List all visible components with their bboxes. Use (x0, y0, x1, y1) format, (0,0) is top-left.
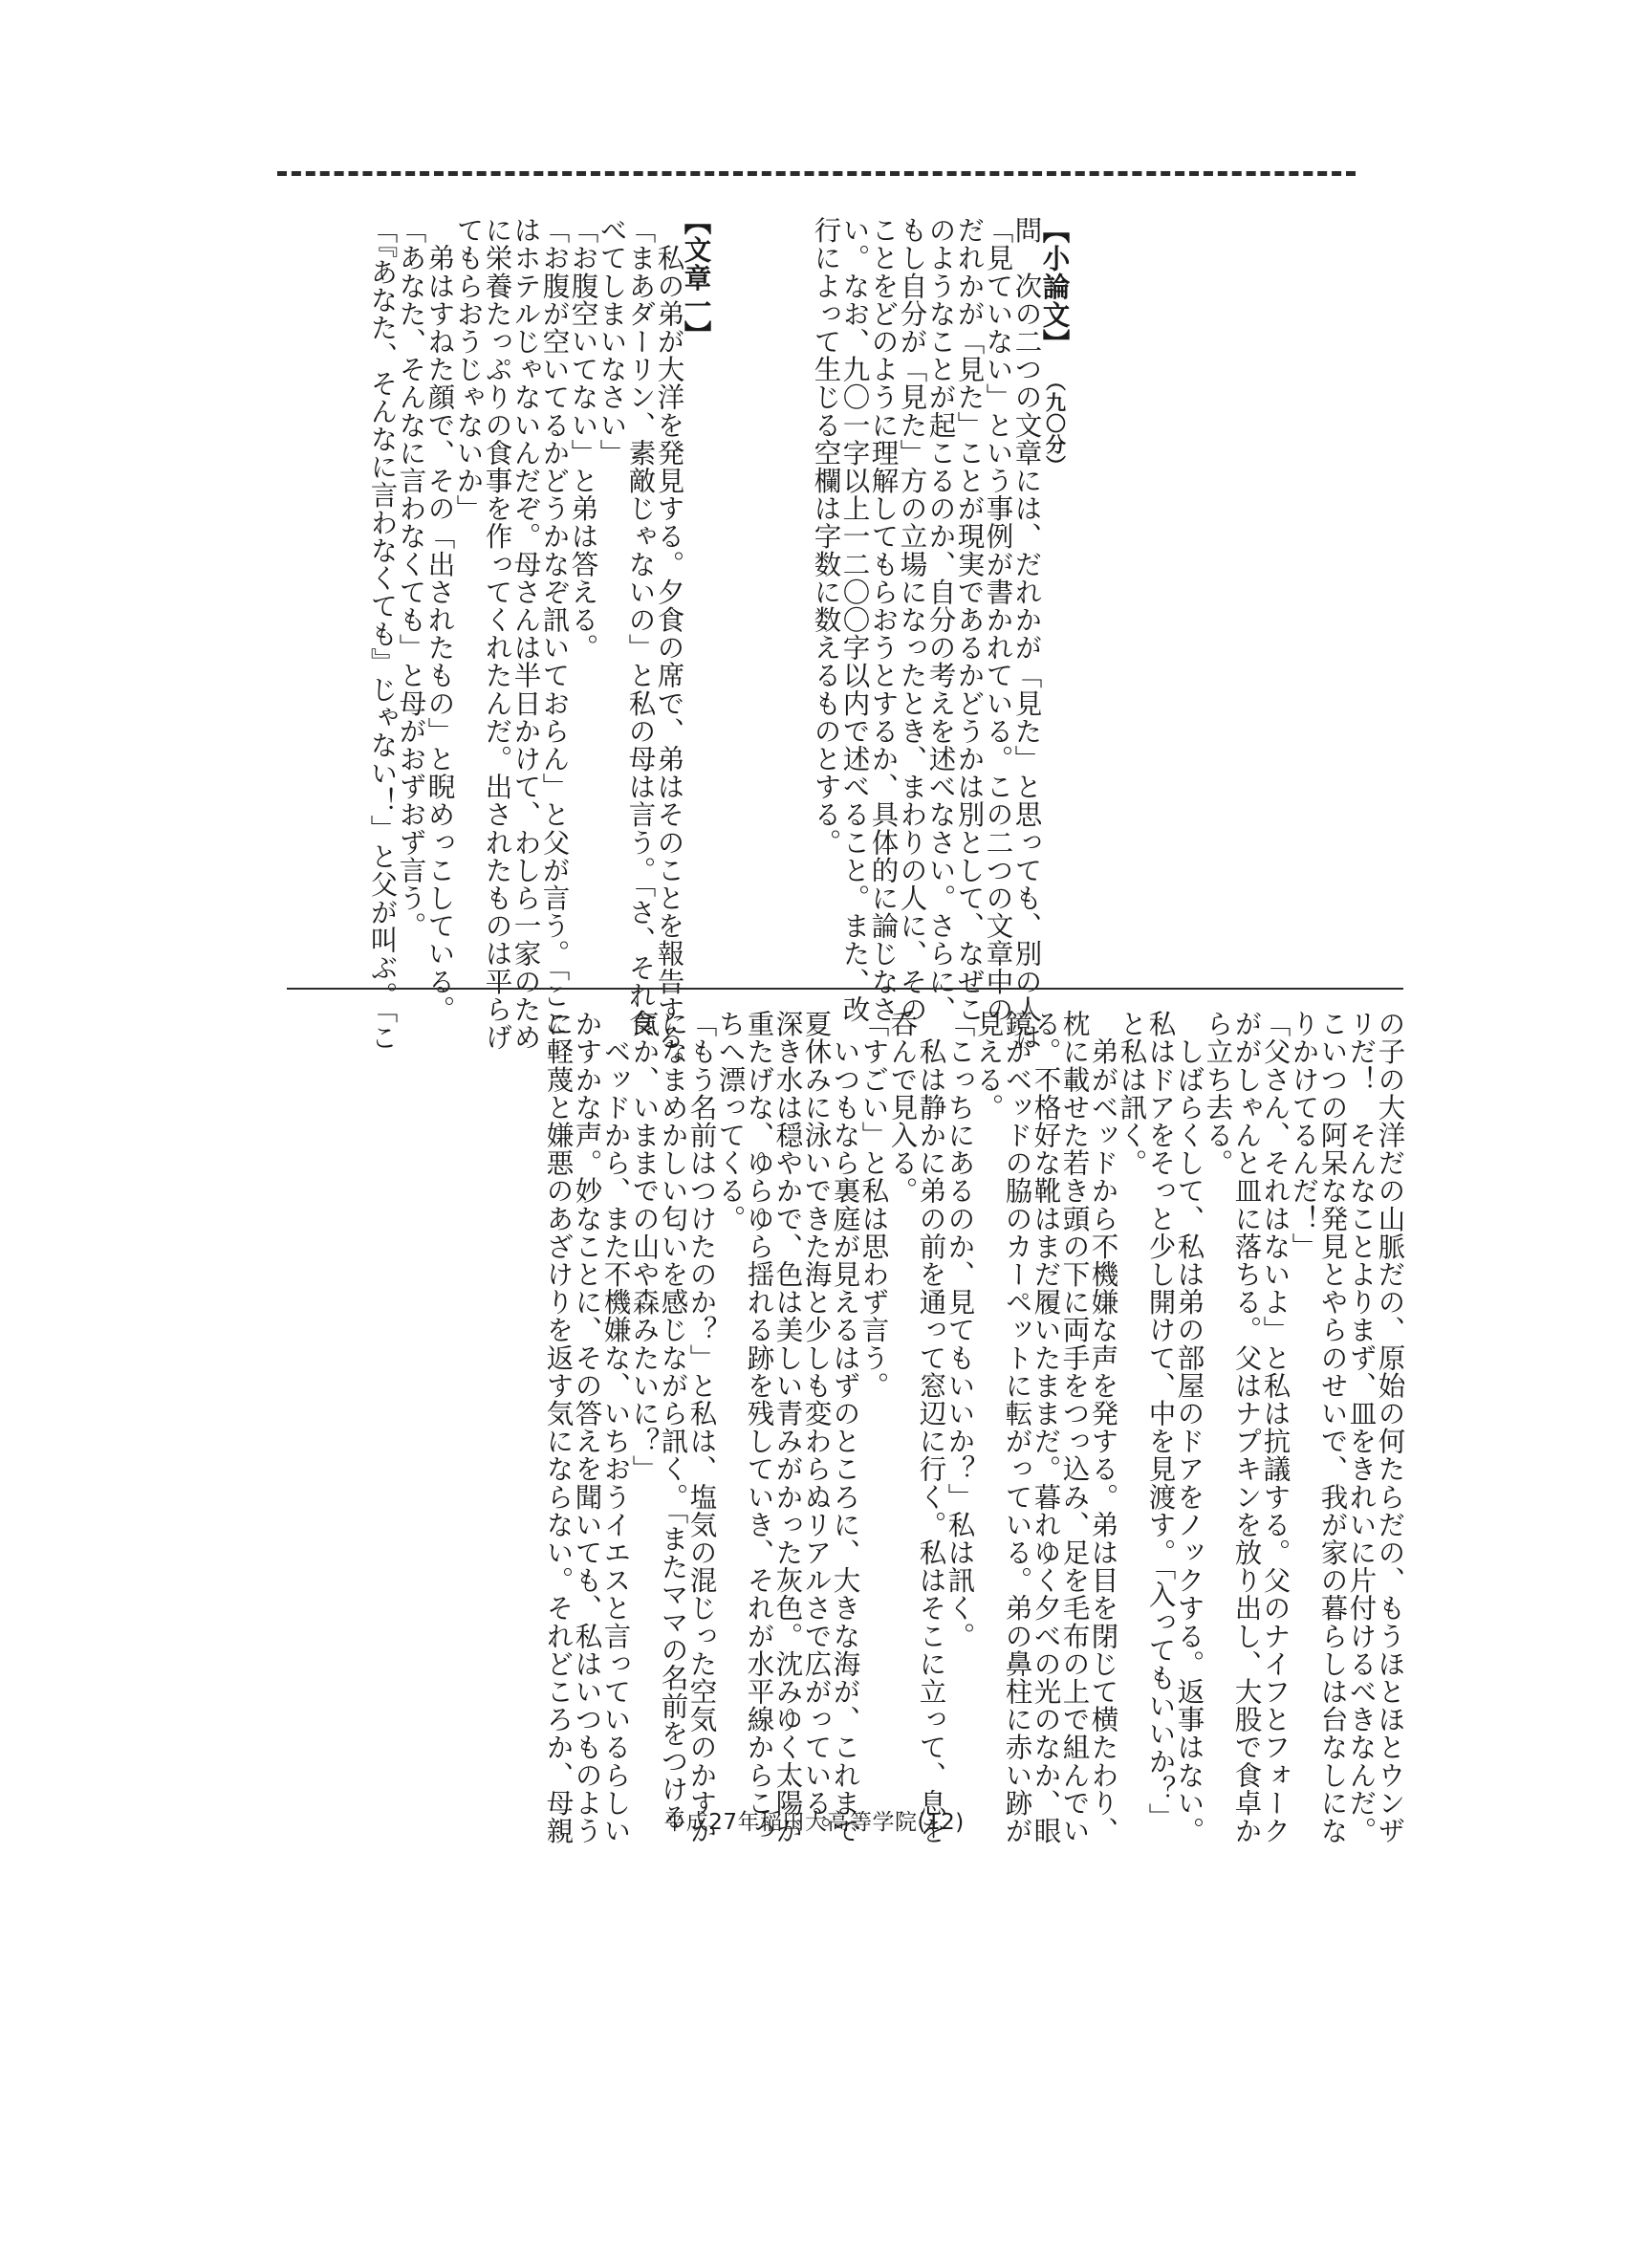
passage-line: 「まあダーリン、素敵じゃないの」と私の母は言う。「さ、それ食 (624, 216, 657, 1037)
question-line: 「見ていない」という事例が書かれている。この二つの文章中の (982, 216, 1014, 1023)
passage-line: になまめかしい匂いを感じながら訊く。「またママの名前をつける (657, 1010, 689, 1831)
time-note: （九〇分） (1043, 370, 1068, 476)
passage-line: ががしゃんと皿に落ちる。父はナプキンを放り出し、大股で食卓か (1230, 1010, 1263, 1844)
passage-line: 「お腹空いてない」と弟は答える。 (567, 216, 599, 662)
passage-line: の子の大洋だの山脈だの、原始の何たらだの、もうほとほとウンザ (1374, 1010, 1406, 1844)
passage-line: に軽蔑と嫌悪のあざけりを返す気にならない。それどころか、母親 (542, 1010, 575, 1844)
question-line: もし自分が「見た」方の立場になったとき、まわりの人に、その (896, 216, 928, 1023)
passage-line: いつもなら裏庭が見えるはずのところに、大きな海が、これまで (829, 1010, 861, 1844)
passage-line: 鏡がベッドの脇のカーペットに転がっている。弟の鼻柱に赤い跡が (1001, 1010, 1033, 1844)
passage-line: 「もう名前はつけたのか？」と私は、塩気の混じった空気のかすか (685, 1010, 718, 1844)
passage-line: 私は静かに弟の前を通って窓辺に行く。私はそこに立って、息を (915, 1010, 947, 1844)
passage-line: 私の弟が大洋を発見する。夕食の席で、弟はそのことを報告する。 (653, 216, 685, 1079)
question-line: のようなことが起こるのか、自分の考えを述べなさい。さらに、 (924, 216, 957, 1023)
essay-heading-text: 【小論文】 (1038, 216, 1072, 358)
question-line: だれかが「見た」ことが現実であるかどうかは別として、なぜこ (953, 216, 986, 1023)
passage-line: 深き水は穏やかで、色は美しい青みがかった灰色。沈みゆく太陽が (771, 1010, 804, 1844)
passage-line: 「こっちにあるのか、見てもいいか？」私は訊く。 (944, 1010, 976, 1650)
passage-line: 夏休みに泳いできた海と少しも変わらぬリアルさで広がっている。 (800, 1010, 833, 1844)
passage-line: りかけてるんだ！」 (1288, 1010, 1320, 1260)
passage-line: リだ！ そんなことよりまず、皿をきれいに片付けるべきなんだ。 (1345, 1010, 1378, 1844)
passage-line: ちへ漂ってくる。 (714, 1010, 747, 1232)
passage-line: こいつの阿呆な発見とやらのせいで、我が家の暮らしは台なしにな (1316, 1010, 1349, 1844)
passage-line: 「あなた、そんなに言わなくても」と母がおずおず言う。 (395, 216, 427, 940)
passage-line: しばらくして、私は弟の部屋のドアをノックする。返事はない。 (1173, 1010, 1205, 1844)
passage-line: に栄養たっぷりの食事を作ってくれたんだ。出されたものは平らげ (481, 216, 513, 1051)
passage-line: 「『あなた、そんなに言わなくても』じゃない！」と父が叫ぶ。「こ (366, 216, 399, 1052)
passage-line: 見える。 (972, 1010, 1005, 1122)
passage-line: 弟がベッドから不機嫌な声を発する。弟は目を閉じて横たわり、 (1087, 1010, 1119, 1844)
question-line: 問 次の二つの文章には、だれかが「見た」と思っても、別の人は (1010, 216, 1043, 1051)
question-line: ことをどのように理解してもらおうとするか、具体的に論じなさ (867, 216, 900, 1023)
passage-line: 弟はすねた顔で、その「出されたもの」と睨めっこしている。 (423, 216, 456, 1023)
passage-line: てもらおうじゃないか」 (452, 216, 485, 523)
passage-line: 気か、いままでの山や森みたいに？」 (628, 1010, 661, 1483)
passage-line: 重たげな、ゆらゆら揺れる跡を残していき、それが水平線からこっ (743, 1010, 775, 1844)
passage-line: べてしまいなさい」 (596, 216, 628, 467)
middle-rule (287, 988, 1403, 990)
passage-line: 「父さん、それはないよ」と私は抗議する。父のナイフとフォーク (1259, 1010, 1292, 1844)
passage-line: はホテルじゃないんだぞ。母さんは半日かけて、わしら一家のため (510, 216, 542, 1051)
passage-line: かすかな声。妙なことに、その答えを聞いても、私はいつものよう (571, 1010, 603, 1844)
passage-line: と私は訊く。 (1116, 1010, 1148, 1177)
passage-line: ベッドから、また不機嫌な、いちおうイエスと言っているらしい (599, 1010, 632, 1844)
page-footer: 平成27年稲田大高等学院(12) (663, 1810, 965, 1835)
passage-one-label: 【文章一】 (680, 207, 713, 349)
passage-line: 呑んで見入る。 (886, 1010, 919, 1205)
passage-line: 「すごい」と私は思わず言う。 (857, 1010, 890, 1400)
passage-line: ら立ち去る。 (1202, 1010, 1234, 1177)
question-line: い。なお、九〇一字以上一二〇〇字以内で述べること。また、改 (838, 216, 871, 1023)
passage-line: 「お腹が空いてるかどうかなぞ訊いておらん」と父が言う。「ここ (538, 216, 571, 1037)
question-line: 行によって生じる空欄は字数に数えるものとする。 (810, 216, 842, 857)
passage-line: 私はドアをそっと少し開けて、中を見渡す。「入ってもいいか？」 (1144, 1010, 1177, 1831)
essay-heading (1038, 216, 1072, 476)
passage-line: る。不格好な靴はまだ履いたままだ。暮れゆく夕べの光のなか、眼 (1030, 1010, 1062, 1844)
passage-line: 枕に載せた若き頭の下に両手をつっ込み、足を毛布の上で組んでい (1058, 1010, 1091, 1844)
top-dashed-rule (277, 171, 1356, 176)
